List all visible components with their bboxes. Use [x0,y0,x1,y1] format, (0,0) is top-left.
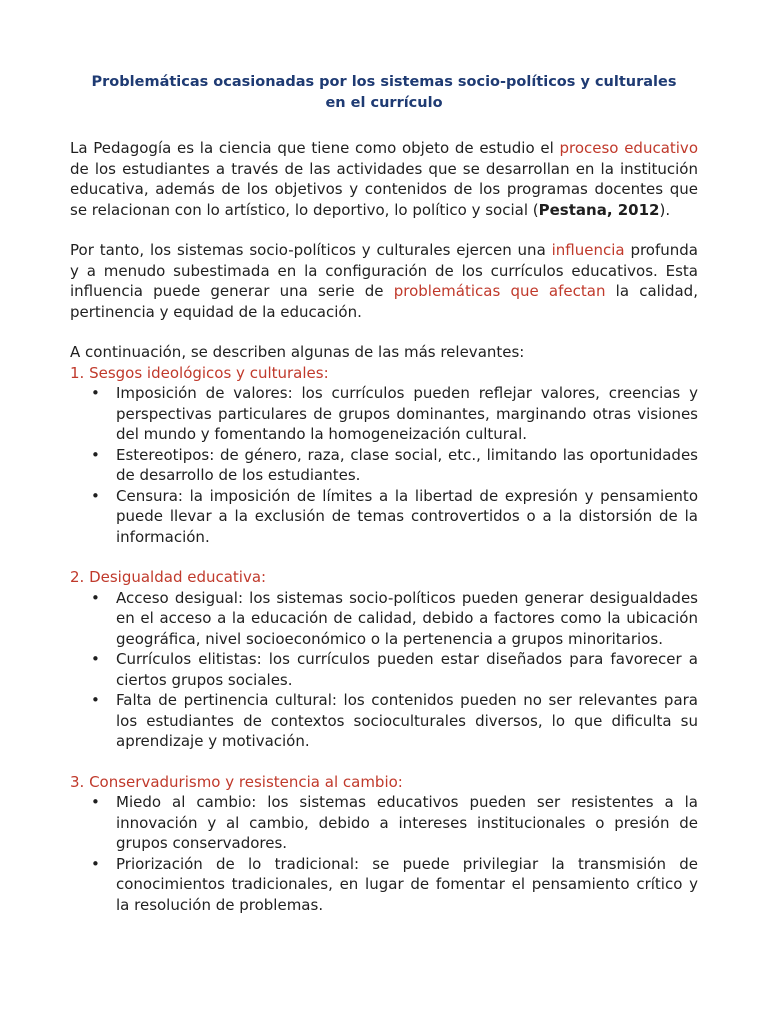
bullet-icon: • [91,384,100,402]
bullet-icon: • [91,588,100,607]
citation: Pestana, 2012 [538,200,660,219]
highlight-problematicas: problemáticas que afectan [393,282,606,300]
list-item [91,690,698,752]
intro-line: A continuación, se describen algunas de las más relevantes: [70,343,525,361]
list-item [91,445,698,486]
section-sesgos [70,363,698,548]
list-item-text: Censura: la imposición de límites a la libertad de expresión y pensamiento puede llevar a la exclusión de temas controvertidos o a la distorsión de la información. [116,486,698,546]
bullet-icon: • [91,486,100,505]
document-title: Problemáticas ocasionadas por los sistemas socio-políticos y culturales en el currículo [91,74,677,111]
list-item [91,854,698,916]
list-item [91,792,698,854]
paragraph-text: la calidad, pertinencia y equidad de la educación. [70,282,698,321]
bullet-icon: • [91,854,100,873]
list-item [91,383,698,445]
section-desigualdad [70,567,698,752]
bullet-icon: • [91,445,100,464]
list-item [91,486,698,548]
list-item-text: Miedo al cambio: los sistemas educativos pueden ser resistentes a la innovación y al cambio, debido a intereses institucionales o presión de grupos conservadores. [116,793,698,852]
list-item-text: Currículos elitistas: los currículos pueden estar diseñados para favorecer a ciertos grupos sociales. [116,650,698,689]
bullet-list [70,792,698,915]
highlight-proceso-educativo: proceso educativo [559,139,698,157]
list-item-text: Falta de pertinencia cultural: los contenidos pueden no ser relevantes para los estudiantes de contextos socioculturales diversos, lo que dificulta su aprendizaje y motivación. [116,691,698,750]
paragraph-text: de los estudiantes a través de las actividades que se desarrollan en la institución educativa, además de los objetivos y contenidos de los programas docentes que se relacionan con lo artístico, lo deportivo, lo político y social ( [70,159,698,219]
paragraph-text: Por tanto, los sistemas socio-políticos y culturales ejercen una [70,241,552,259]
list-item-text: Priorización de lo tradicional: se puede privilegiar la transmisión de conocimientos tradicionales, en lugar de fomentar el pensamiento crítico y la resolución de problemas. [116,854,698,914]
bullet-icon: • [91,650,100,668]
section-title: 3. Conservadurismo y resistencia al cambio: [70,772,403,791]
list-item [91,649,698,690]
paragraph-text: profunda y a menudo subestimada en la configuración de los currículos educativos. Esta influencia puede generar una serie de [70,241,698,300]
paragraph-pedagogy [70,138,698,220]
highlight-influencia: influencia [551,241,625,259]
list-item [91,588,698,650]
paragraph-text: La Pedagogía es la ciencia que tiene como objeto de estudio el [70,139,560,157]
bullet-list [70,383,698,547]
bullet-icon: • [91,793,100,811]
list-item-text: Imposición de valores: los currículos pueden reflejar valores, creencias y perspectivas particulares de grupos dominantes, marginando otras visiones del mundo y fomentando la homogeneización cultural. [116,384,698,443]
bullet-list [70,588,698,752]
section-title: 1. Sesgos ideológicos y culturales: [70,363,329,382]
bullet-icon: • [91,691,100,709]
section-conservadurismo [70,772,698,916]
section-title: 2. Desigualdad educativa: [70,568,267,586]
list-item-text: Estereotipos: de género, raza, clase social, etc., limitando las oportunidades de desarrollo de los estudiantes. [116,445,698,484]
paragraph-text: ). [659,200,671,219]
paragraph-influence [70,240,698,322]
list-item-text: Acceso desigual: los sistemas socio-políticos pueden generar desigualdades en el acceso a la educación de calidad, debido a factores como la ubicación geográfica, nivel socioeconómico o la pertenencia a grupos minoritarios. [116,588,698,648]
